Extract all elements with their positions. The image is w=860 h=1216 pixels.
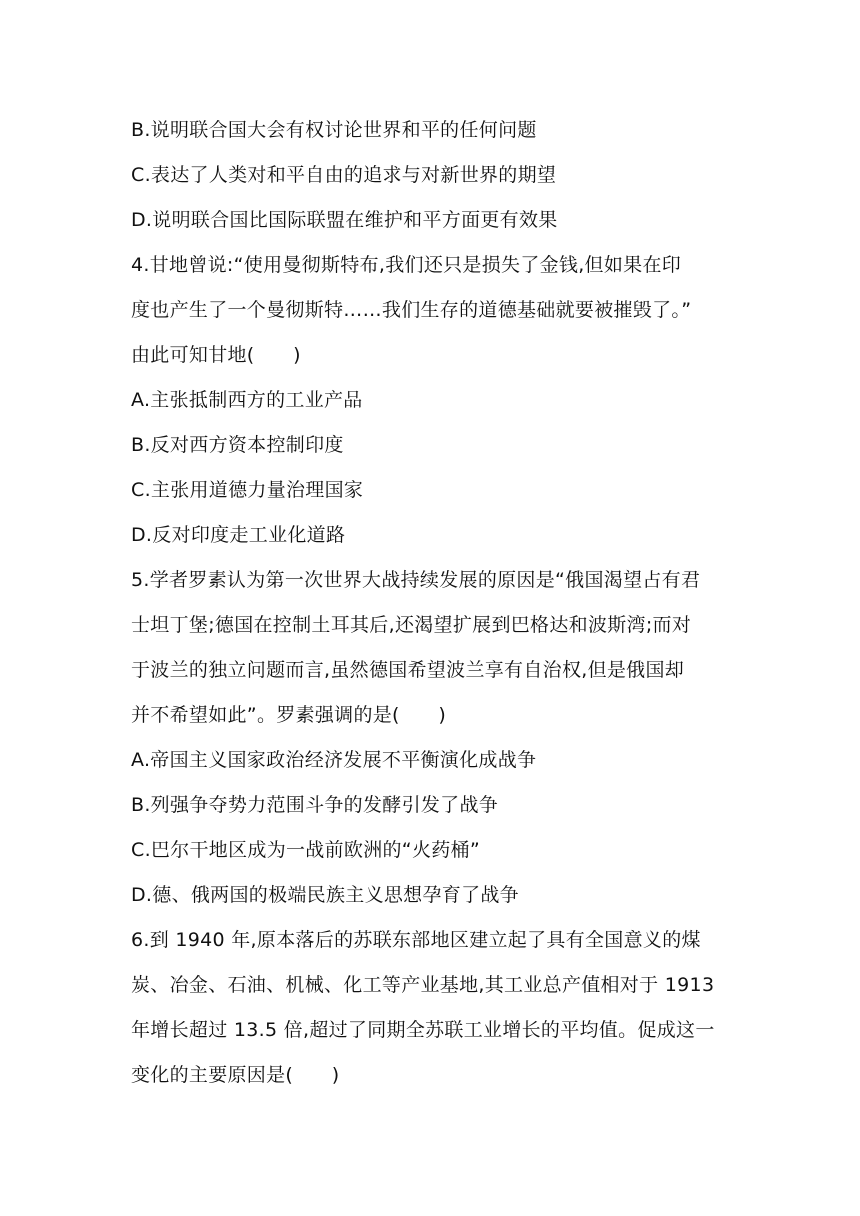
option-c: C.巴尔干地区成为一战前欧洲的“火药桶” [131,839,480,861]
option-a: A.帝国主义国家政治经济发展不平衡演化成战争 [131,749,537,771]
question-stem-line: 6.到 1940 年,原本落后的苏联东部地区建立起了具有全国意义的煤 [131,929,701,951]
question-4 [131,243,736,558]
option-d: D.德、俄两国的极端民族主义思想孕育了战争 [131,884,519,906]
question-stem-line: 并不希望如此”。罗素强调的是( ) [131,704,447,726]
option-d: D.反对印度走工业化道路 [131,524,346,546]
option-d: D.说明联合国比国际联盟在维护和平方面更有效果 [131,209,558,231]
question-5 [131,558,736,918]
question-stem-line: 年增长超过 13.5 倍,超过了同期全苏联工业增长的平均值。促成这一 [131,1019,715,1041]
option-c: C.主张用道德力量治理国家 [131,479,364,501]
question-stem-line: 变化的主要原因是( ) [131,1064,340,1086]
question-stem-line: 4.甘地曾说:“使用曼彻斯特布,我们还只是损失了金钱,但如果在印 [131,254,682,276]
option-b: B.列强争夺势力范围斗争的发酵引发了战争 [131,794,499,816]
option-b: B.说明联合国大会有权讨论世界和平的任何问题 [131,119,537,141]
question-3-options [131,108,736,243]
option-b: B.反对西方资本控制印度 [131,434,344,456]
question-stem-line: 士坦丁堡;德国在控制土耳其后,还渴望扩展到巴格达和波斯湾;而对 [131,614,692,636]
question-stem-line: 度也产生了一个曼彻斯特……我们生存的道德基础就要被摧毁了。” [131,299,692,321]
question-stem-line: 由此可知甘地( ) [131,344,301,366]
option-c: C.表达了人类对和平自由的追求与对新世界的期望 [131,164,557,186]
option-a: A.主张抵制西方的工业产品 [131,389,363,411]
question-6 [131,918,736,1098]
exam-page [131,108,736,1098]
question-stem-line: 炭、冶金、石油、机械、化工等产业基地,其工业总产值相对于 1913 [131,974,715,996]
question-stem-line: 5.学者罗素认为第一次世界大战持续发展的原因是“俄国渴望占有君 [131,569,701,591]
question-stem-line: 于波兰的独立问题而言,虽然德国希望波兰享有自治权,但是俄国却 [131,659,685,681]
